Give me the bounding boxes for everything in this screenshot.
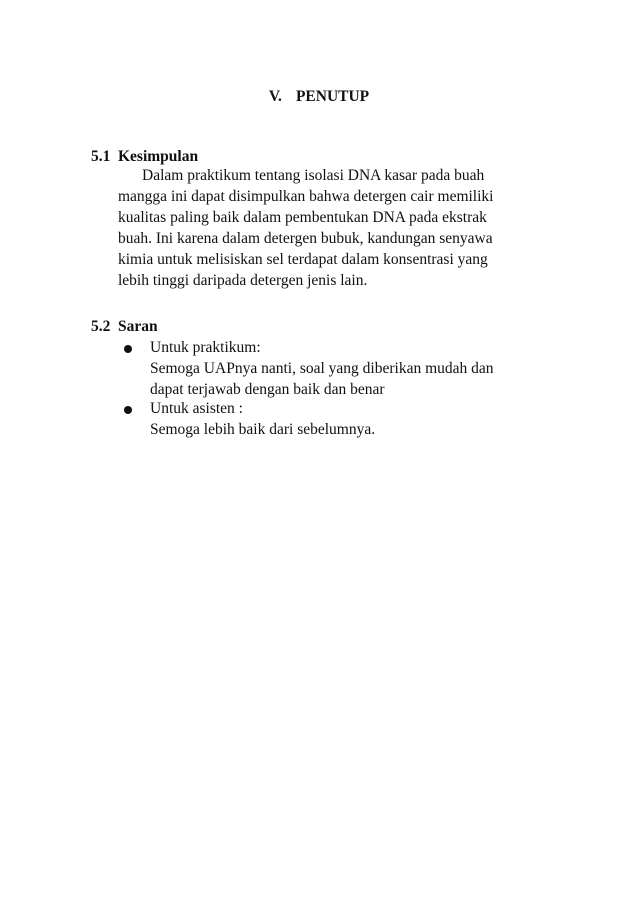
paragraph-line: mangga ini dapat disimpulkan bahwa detergen cair memiliki — [118, 188, 494, 205]
suggestion-line: dapat terjawab dengan baik dan benar — [150, 381, 385, 398]
section-heading-text: Kesimpulan — [118, 148, 199, 165]
section-number: 5.2 — [91, 318, 111, 335]
paragraph-line: lebih tinggi daripada detergen jenis lain. — [118, 272, 368, 289]
paragraph-line: buah. Ini karena dalam detergen bubuk, kandungan senyawa — [118, 230, 493, 247]
conclusion-paragraph — [118, 165, 538, 291]
paragraph-line: Dalam praktikum tentang isolasi DNA kasar pada buah — [142, 167, 485, 184]
chapter-title-text: PENUTUP — [295, 88, 370, 105]
chapter-title — [0, 88, 638, 106]
suggestion-item — [150, 398, 375, 440]
paragraph-line: kimia untuk melisiskan sel terdapat dalam konsentrasi yang — [118, 251, 488, 268]
chapter-number: V. — [268, 88, 282, 105]
paragraph-line: kualitas paling baik dalam pembentukan DNA pada ekstrak — [118, 209, 487, 226]
suggestion-line: Semoga UAPnya nanti, soal yang diberikan mudah dan — [150, 360, 494, 377]
section-heading-kesimpulan — [91, 148, 198, 166]
section-heading-saran — [91, 318, 158, 336]
bullet-icon — [124, 406, 132, 414]
bullet-icon — [124, 345, 132, 353]
section-number: 5.1 — [91, 148, 111, 165]
suggestion-item — [150, 337, 494, 400]
suggestion-line: Semoga lebih baik dari sebelumnya. — [150, 421, 376, 438]
suggestion-label: Untuk asisten : — [150, 400, 243, 417]
section-heading-text: Saran — [118, 318, 158, 335]
suggestion-label: Untuk praktikum: — [150, 339, 261, 356]
